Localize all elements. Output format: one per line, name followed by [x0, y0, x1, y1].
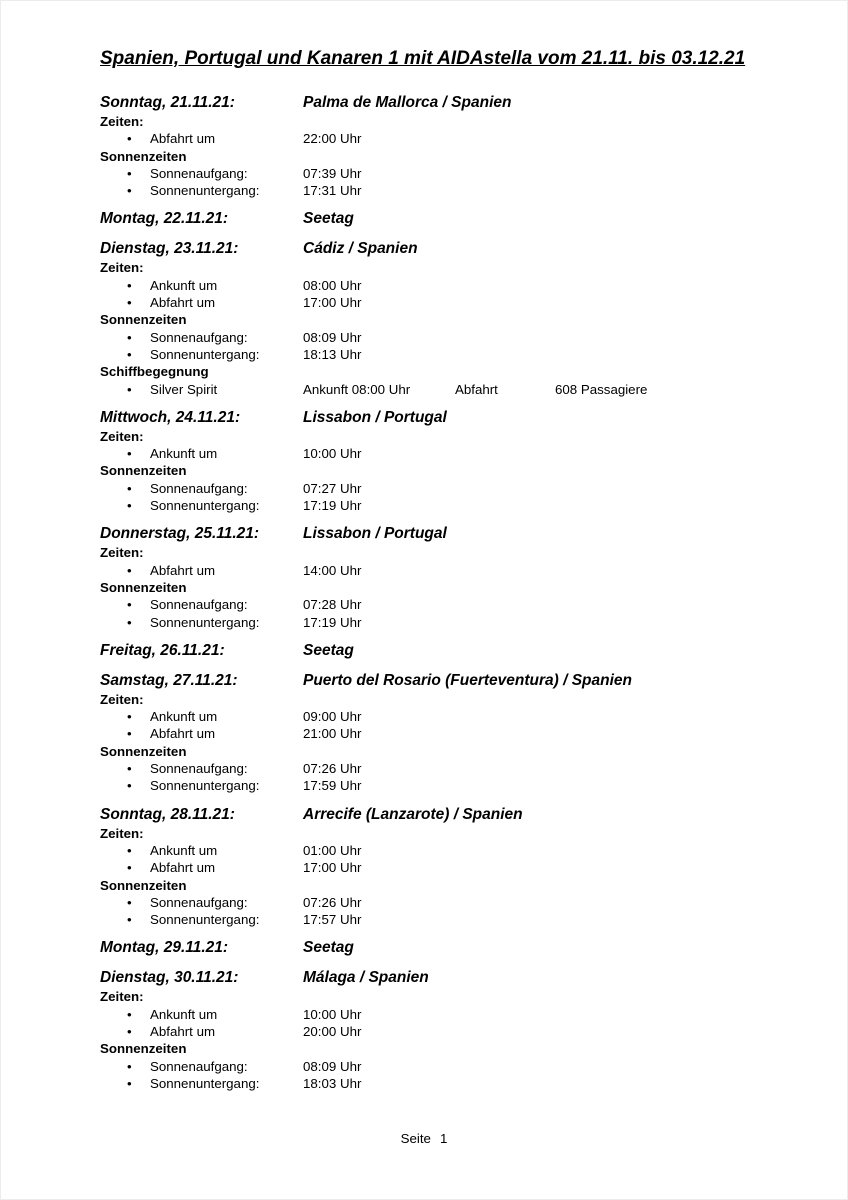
row-value: 07:26 Uhr	[303, 761, 362, 777]
itinerary	[100, 92, 797, 1092]
row-value: 07:27 Uhr	[303, 480, 362, 496]
schedule-row	[100, 725, 797, 742]
schedule-row	[100, 1023, 797, 1040]
row-label: Ankunft um	[150, 1006, 218, 1022]
day-location: Málaga / Spanien	[303, 969, 429, 987]
day-heading	[100, 804, 797, 825]
bullet-icon: •	[127, 183, 132, 199]
bullet-icon: •	[127, 1023, 132, 1039]
row-label: Sonnenaufgang:	[150, 597, 248, 613]
day-heading	[100, 92, 797, 113]
schedule-row	[100, 614, 797, 631]
row-value: 17:57 Uhr	[303, 912, 362, 928]
row-label: Abfahrt um	[150, 726, 216, 742]
day-location: Palma de Mallorca / Spanien	[303, 94, 512, 111]
row-value: 17:31 Uhr	[303, 183, 362, 199]
day-entry	[100, 670, 797, 795]
row-value: 10:00 Uhr	[303, 1006, 362, 1022]
schedule-row	[100, 130, 797, 147]
bullet-icon: •	[127, 614, 132, 630]
section-heading: Sonnenzeiten	[100, 312, 187, 328]
section-heading: Zeiten:	[100, 428, 144, 444]
row-value: 08:09 Uhr	[303, 1058, 362, 1074]
row-label: Sonnenuntergang:	[150, 912, 260, 928]
section-heading: Zeiten:	[100, 989, 144, 1005]
day-date: Samstag, 27.11.21:	[100, 671, 238, 689]
document-title: Spanien, Portugal und Kanaren 1 mit AIDAstella vom 21.11. bis 03.12.21	[100, 48, 746, 69]
row-col3: Abfahrt	[455, 381, 498, 397]
schedule-row	[100, 894, 797, 911]
row-label: Ankunft um	[150, 446, 218, 462]
row-value: 09:00 Uhr	[303, 709, 362, 725]
row-label: Abfahrt um	[150, 131, 216, 147]
bullet-icon: •	[127, 1058, 132, 1074]
row-label: Sonnenaufgang:	[150, 329, 248, 345]
row-label: Sonnenaufgang:	[150, 1058, 248, 1074]
row-value: 07:28 Uhr	[303, 597, 362, 613]
schedule-row	[100, 1006, 797, 1023]
row-col4: 608 Passagiere	[555, 381, 648, 397]
schedule-row	[100, 381, 797, 398]
day-heading	[100, 407, 797, 428]
bullet-icon: •	[127, 894, 132, 910]
row-value: 17:19 Uhr	[303, 614, 362, 630]
row-label: Sonnenaufgang:	[150, 894, 248, 910]
section-heading: Zeiten:	[100, 260, 144, 276]
bullet-icon: •	[127, 597, 132, 613]
day-location: Lissabon / Portugal	[303, 408, 447, 426]
day-location: Lissabon / Portugal	[303, 525, 447, 543]
schedule-row	[100, 182, 797, 199]
section-heading: Zeiten:	[100, 691, 144, 707]
bullet-icon: •	[127, 912, 132, 928]
bullet-icon: •	[127, 726, 132, 742]
row-label: Sonnenaufgang:	[150, 761, 248, 777]
schedule-row	[100, 562, 797, 579]
schedule-row	[100, 760, 797, 777]
row-value: 17:59 Uhr	[303, 778, 362, 794]
row-label: Sonnenuntergang:	[150, 778, 260, 794]
footer-label: Seite	[400, 1131, 431, 1146]
row-value: 17:00 Uhr	[303, 860, 362, 876]
day-location: Seetag	[303, 939, 354, 957]
row-label: Abfahrt um	[150, 295, 216, 311]
section-heading: Sonnenzeiten	[100, 579, 187, 595]
day-heading	[100, 640, 797, 661]
row-value: 08:09 Uhr	[303, 329, 362, 345]
day-location: Seetag	[303, 210, 354, 228]
schedule-row	[100, 480, 797, 497]
section-heading: Zeiten:	[100, 545, 144, 561]
page-footer	[1, 1130, 847, 1147]
day-location: Seetag	[303, 641, 354, 659]
schedule-row	[100, 911, 797, 928]
section-heading: Zeiten:	[100, 114, 144, 129]
bullet-icon: •	[127, 381, 132, 397]
schedule-row	[100, 277, 797, 294]
schedule-row	[100, 1058, 797, 1075]
bullet-icon: •	[127, 446, 132, 462]
schedule-row	[100, 346, 797, 363]
day-entry	[100, 937, 797, 958]
row-value: 17:00 Uhr	[303, 295, 362, 311]
bullet-icon: •	[127, 131, 132, 147]
bullet-icon: •	[127, 346, 132, 362]
row-value: 14:00 Uhr	[303, 562, 362, 578]
row-value: 20:00 Uhr	[303, 1023, 362, 1039]
day-entry	[100, 92, 797, 199]
schedule-row	[100, 777, 797, 794]
bullet-icon: •	[127, 165, 132, 181]
schedule-row	[100, 445, 797, 462]
bullet-icon: •	[127, 1006, 132, 1022]
bullet-icon: •	[127, 709, 132, 725]
day-date: Dienstag, 23.11.21:	[100, 240, 239, 258]
day-heading	[100, 937, 797, 958]
bullet-icon: •	[127, 562, 132, 578]
row-label: Sonnenaufgang:	[150, 165, 248, 181]
bullet-icon: •	[127, 295, 132, 311]
row-value: 18:13 Uhr	[303, 346, 362, 362]
schedule-row	[100, 596, 797, 613]
section-heading: Sonnenzeiten	[100, 1041, 187, 1057]
page-content	[1, 1, 847, 1092]
day-entry	[100, 804, 797, 929]
row-value: 01:00 Uhr	[303, 842, 362, 858]
day-date: Montag, 29.11.21:	[100, 939, 229, 957]
bullet-icon: •	[127, 1075, 132, 1091]
bullet-icon: •	[127, 277, 132, 293]
day-heading	[100, 208, 797, 229]
row-label: Abfahrt um	[150, 1023, 216, 1039]
bullet-icon: •	[127, 842, 132, 858]
row-value: 07:26 Uhr	[303, 894, 362, 910]
row-label: Ankunft um	[150, 842, 218, 858]
row-value: 18:03 Uhr	[303, 1075, 362, 1091]
schedule-row	[100, 165, 797, 182]
bullet-icon: •	[127, 761, 132, 777]
day-entry	[100, 523, 797, 630]
schedule-row	[100, 329, 797, 346]
row-label: Silver Spirit	[150, 381, 218, 397]
bullet-icon: •	[127, 860, 132, 876]
section-heading: Sonnenzeiten	[100, 148, 187, 164]
row-value: 17:19 Uhr	[303, 498, 362, 514]
row-label: Sonnenuntergang:	[150, 614, 260, 630]
row-label: Ankunft um	[150, 277, 218, 293]
row-value: 08:00 Uhr	[303, 277, 362, 293]
day-location: Cádiz / Spanien	[303, 240, 418, 258]
day-date: Freitag, 26.11.21:	[100, 641, 225, 659]
day-entry	[100, 238, 797, 397]
row-label: Ankunft um	[150, 709, 218, 725]
day-entry	[100, 208, 797, 229]
day-date: Sonntag, 28.11.21:	[100, 805, 235, 823]
footer-page-number: 1	[439, 1131, 448, 1146]
section-heading: Sonnenzeiten	[100, 463, 187, 479]
section-heading: Zeiten:	[100, 825, 144, 841]
row-label: Sonnenuntergang:	[150, 183, 260, 199]
row-label: Abfahrt um	[150, 860, 216, 876]
day-location: Puerto del Rosario (Fuerteventura) / Spanien	[303, 671, 633, 689]
day-heading	[100, 670, 797, 691]
schedule-row	[100, 859, 797, 876]
day-date: Donnerstag, 25.11.21:	[100, 525, 260, 543]
section-heading: Sonnenzeiten	[100, 877, 187, 893]
row-label: Sonnenuntergang:	[150, 498, 260, 514]
row-value: Ankunft 08:00 Uhr	[303, 381, 411, 397]
bullet-icon: •	[127, 498, 132, 514]
bullet-icon: •	[127, 480, 132, 496]
row-value: 07:39 Uhr	[303, 165, 362, 181]
row-value: 22:00 Uhr	[303, 131, 362, 147]
day-date: Mittwoch, 24.11.21:	[100, 408, 241, 426]
schedule-row	[100, 842, 797, 859]
bullet-icon: •	[127, 329, 132, 345]
day-location: Arrecife (Lanzarote) / Spanien	[303, 805, 523, 823]
day-date: Dienstag, 30.11.21:	[100, 969, 239, 987]
day-date: Montag, 22.11.21:	[100, 210, 229, 228]
day-heading	[100, 238, 797, 259]
row-value: 21:00 Uhr	[303, 726, 362, 742]
day-entry	[100, 407, 797, 514]
row-label: Sonnenuntergang:	[150, 1075, 260, 1091]
section-heading: Sonnenzeiten	[100, 743, 187, 759]
row-label: Sonnenuntergang:	[150, 346, 260, 362]
bullet-icon: •	[127, 778, 132, 794]
day-heading	[100, 967, 797, 988]
row-label: Abfahrt um	[150, 562, 216, 578]
schedule-row	[100, 294, 797, 311]
day-heading	[100, 523, 797, 544]
day-entry	[100, 640, 797, 661]
section-heading: Schiffbegegnung	[100, 364, 209, 380]
schedule-row	[100, 497, 797, 514]
schedule-row	[100, 708, 797, 725]
schedule-row	[100, 1075, 797, 1092]
row-label: Sonnenaufgang:	[150, 480, 248, 496]
row-value: 10:00 Uhr	[303, 446, 362, 462]
day-entry	[100, 967, 797, 1092]
day-date: Sonntag, 21.11.21:	[100, 94, 235, 111]
